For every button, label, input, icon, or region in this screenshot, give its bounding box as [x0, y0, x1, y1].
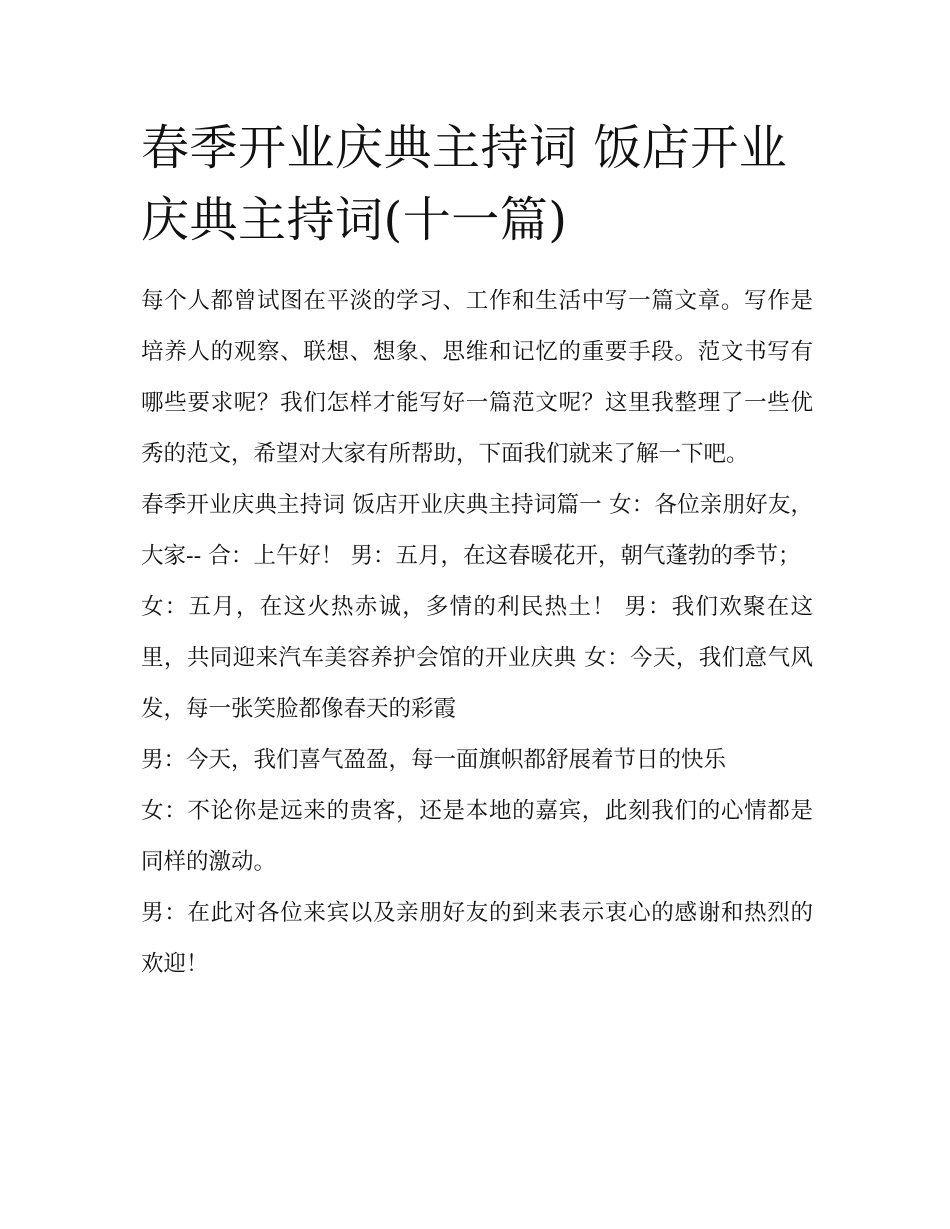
paragraph-female-2: 女：不论你是远来的贵客，还是本地的嘉宾，此刻我们的心情都是同样的激动。 — [141, 798, 813, 875]
document-body — [141, 276, 813, 990]
paragraph-male-1: 男：今天，我们喜气盈盈，每一面旗帜都舒展着节日的快乐 — [141, 747, 727, 773]
paragraph-intro: 每个人都曾试图在平淡的学习、工作和生活中写一篇文章。写作是培养人的观察、联想、想象、思维和记忆的重要手段。范文书写有哪些要求呢？我们怎样才能写好一篇范文呢？这里我整理了一些优秀的范文，希望对大家有所帮助，下面我们就来了解一下吧。 — [141, 288, 813, 467]
document-title: 春季开业庆典主持词 饭店开业庆典主持词(十一篇) — [141, 120, 788, 248]
paragraph-opening: 春季开业庆典主持词 饭店开业庆典主持词篇一 女：各位亲朋好友，大家-- 合：上午好！ 男：五月，在这春暖花开，朝气蓬勃的季节； — [141, 492, 813, 569]
document-page — [141, 112, 813, 990]
paragraph-male-2: 男：在此对各位来宾以及亲朋好友的到来表示衷心的感谢和热烈的欢迎！ — [141, 900, 813, 977]
paragraph-female-1: 女：五月，在这火热赤诚，多情的利民热土！ 男：我们欢聚在这里，共同迎来汽车美容养护会馆的开业庆典 女：今天，我们意气风发，每一张笑脸都像春天的彩霞 — [141, 594, 813, 722]
